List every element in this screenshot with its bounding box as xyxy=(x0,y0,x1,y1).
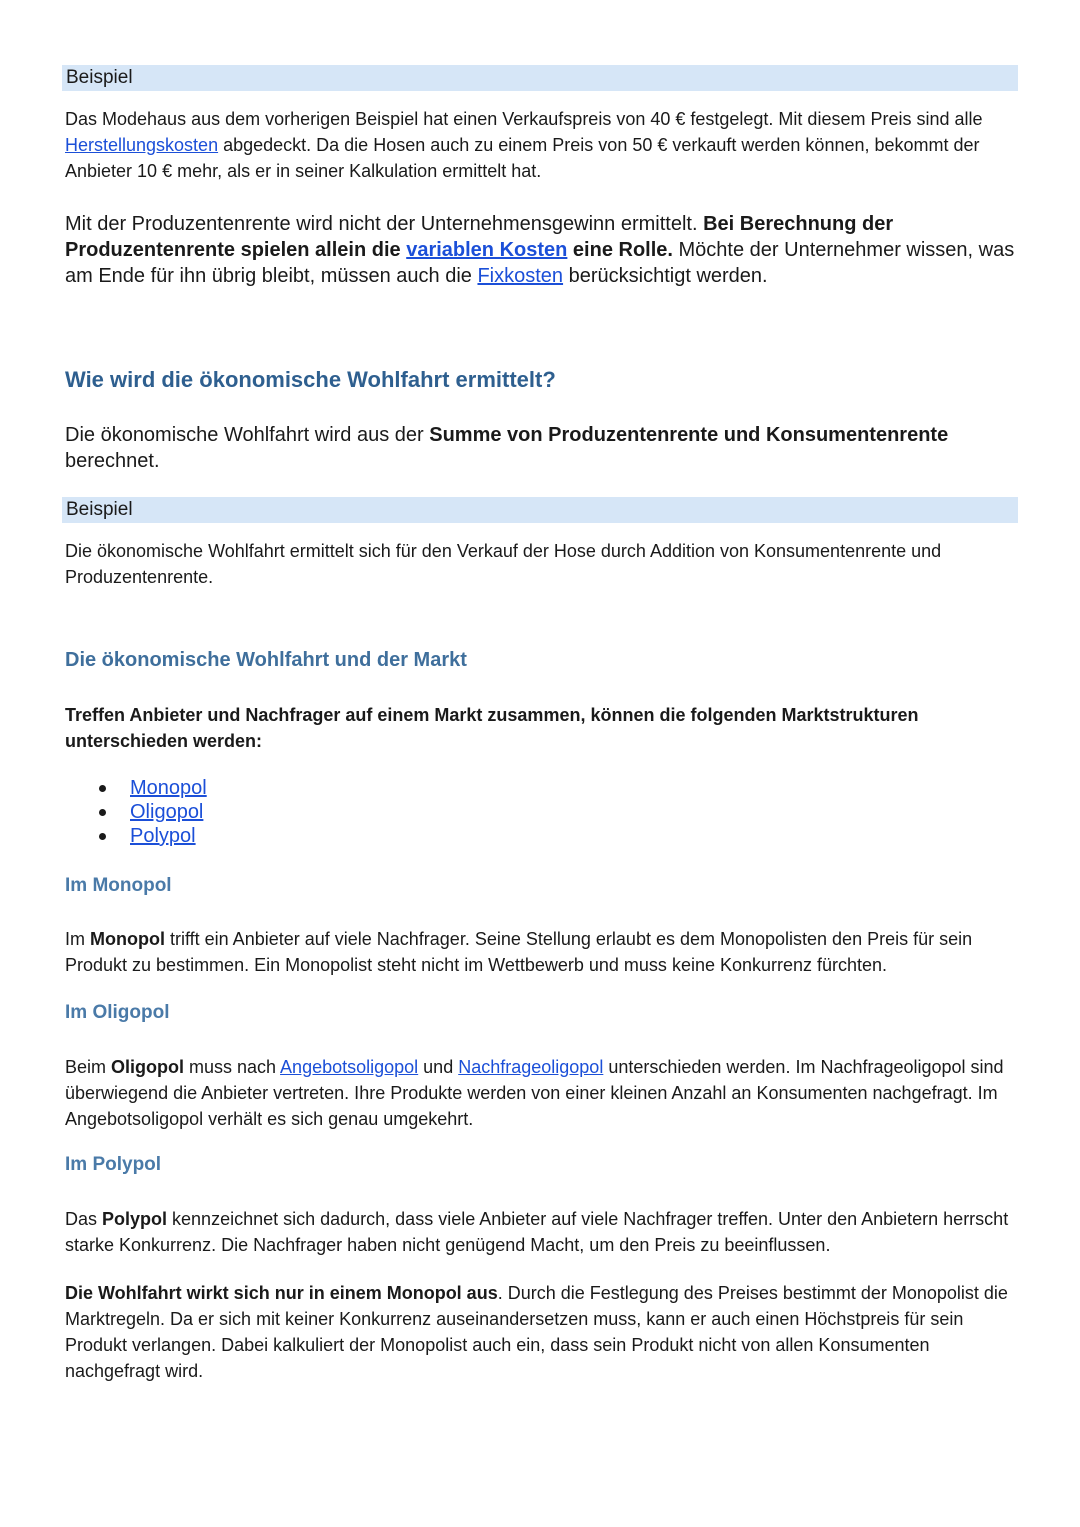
subheading-polypol: Im Polypol xyxy=(65,1154,162,1175)
list-item xyxy=(65,800,1020,824)
link-oligopol[interactable]: Oligopol xyxy=(130,801,204,823)
wohlfahrt-definition: Die ökonomische Wohlfahrt wird aus der Summe von Produzentenrente und Konsumentenrente berechnet. xyxy=(65,424,949,472)
monopol-paragraph: Im Monopol trifft ein Anbieter auf viele Nachfrager. Seine Stellung erlaubt es dem Monopolisten den Preis für sein Produkt zu bestimmen. Ein Monopolist steht nicht im Wettbewerb und muss keine Konkurrenz fürchten. xyxy=(65,929,973,975)
link-fixkosten[interactable]: Fixkosten xyxy=(477,265,564,287)
link-herstellungskosten[interactable]: Herstellungskosten xyxy=(65,135,219,155)
link-polypol[interactable]: Polypol xyxy=(130,825,196,847)
list-item xyxy=(65,824,1020,848)
example-label-bar xyxy=(62,65,1018,91)
subheading-monopol: Im Monopol xyxy=(65,875,172,896)
oligopol-paragraph: Beim Oligopol muss nach Angebotsoligopol und Nachfrageoligopol unterschieden werden. Im Nachfrageoligopol sind überwiegend die Anbieter vertreten. Ihre Produkte werden von einer kleinen Anzahl an Konsumenten nachgefragt. Im Angebotsoligopol verhält es sich genau umgekehrt. xyxy=(65,1057,1004,1129)
link-nachfrageoligopol[interactable]: Nachfrageoligopol xyxy=(458,1057,604,1077)
market-structure-list xyxy=(65,776,1020,848)
link-variable-kosten[interactable]: variablen Kosten xyxy=(406,239,568,261)
list-item xyxy=(65,776,1020,800)
bullet-icon xyxy=(99,833,106,840)
example-label: Beispiel xyxy=(66,67,133,88)
bullet-icon xyxy=(99,809,106,816)
section-heading-wohlfahrt: Wie wird die ökonomische Wohlfahrt ermittelt? xyxy=(65,367,556,392)
polypol-paragraph: Das Polypol kennzeichnet sich dadurch, dass viele Anbieter auf viele Nachfrager treffen. Unter den Anbietern herrscht starke Konkurrenz. Die Nachfrager haben nicht genügend Macht, um den Preis zu beeinflussen. xyxy=(65,1209,1009,1255)
link-monopol[interactable]: Monopol xyxy=(130,777,207,799)
example-label-bar xyxy=(62,497,1018,523)
example-text: Das Modehaus aus dem vorherigen Beispiel hat einen Verkaufspreis von 40 € festgelegt. Mit diesem Preis sind alle Herstellungskosten abgedeckt. Da die Hosen auch zu einem Preis von 50 € verkauft werden können, bekommt der Anbieter 10 € mehr, als er in seiner Kalkulation ermittelt hat. xyxy=(65,109,983,181)
conclusion-paragraph: Die Wohlfahrt wirkt sich nur in einem Monopol aus. Durch die Festlegung des Preises bestimmt der Monopolist die Marktregeln. Da er sich mit keiner Konkurrenz auseinandersetzen muss, kann er auch einen Höchstpreis für sein Produkt verlangen. Dabei kalkuliert der Monopolist auch ein, dass sein Produkt nicht von allen Konsumenten nachgefragt wird. xyxy=(65,1283,1008,1381)
section-heading-markt: Die ökonomische Wohlfahrt und der Markt xyxy=(65,649,467,671)
subheading-oligopol: Im Oligopol xyxy=(65,1002,170,1023)
link-angebotsoligopol[interactable]: Angebotsoligopol xyxy=(280,1057,419,1077)
markt-intro: Treffen Anbieter und Nachfrager auf einem Markt zusammen, können die folgenden Marktstrukturen unterschieden werden: xyxy=(65,705,919,751)
example-label: Beispiel xyxy=(66,499,133,520)
example-text: Die ökonomische Wohlfahrt ermittelt sich für den Verkauf der Hose durch Addition von Konsumentenrente und Produzentenrente. xyxy=(65,541,942,587)
bullet-icon xyxy=(99,785,106,792)
produzentenrente-paragraph: Mit der Produzentenrente wird nicht der Unternehmensgewinn ermittelt. Bei Berechnung der Produzentenrente spielen allein die variablen Kosten eine Rolle. Möchte der Unternehmer wissen, was am Ende für ihn übrig bleibt, müssen auch die Fixkosten berücksichtigt werden. xyxy=(65,213,1015,287)
